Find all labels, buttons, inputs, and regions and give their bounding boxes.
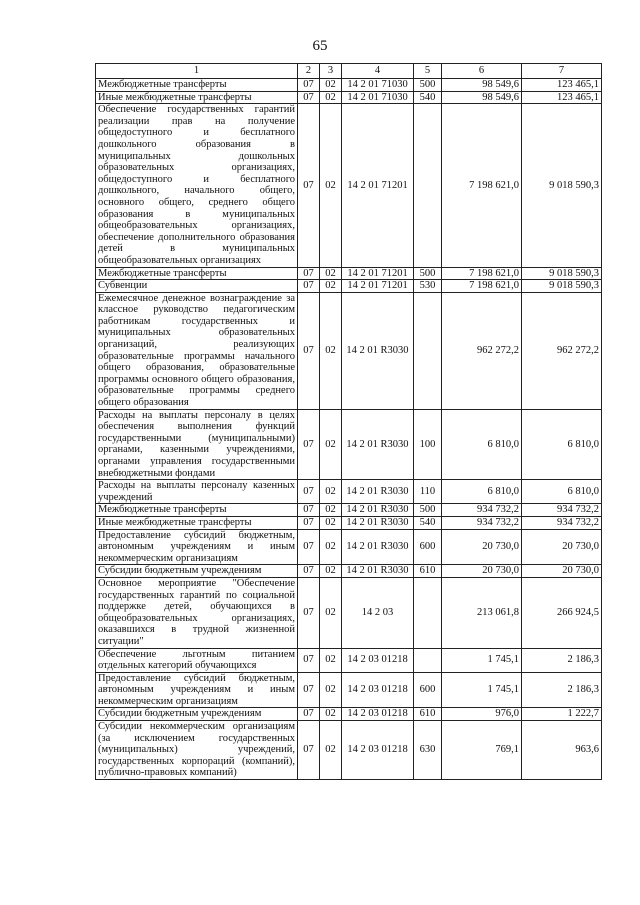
table-row <box>96 648 602 672</box>
cell-pr: 02 <box>320 529 342 565</box>
cell-pr: 02 <box>320 721 342 780</box>
cell-rz: 07 <box>298 79 320 92</box>
table-row <box>96 79 602 92</box>
table-row <box>96 721 602 780</box>
cell-rz: 07 <box>298 529 320 565</box>
cell-sum2: 123 465,1 <box>522 79 602 92</box>
table-row <box>96 480 602 504</box>
cell-pr: 02 <box>320 565 342 578</box>
cell-sum1: 976,0 <box>442 708 522 721</box>
table-row <box>96 280 602 293</box>
cell-pr: 02 <box>320 91 342 104</box>
cell-vr: 610 <box>414 708 442 721</box>
table-row <box>96 267 602 280</box>
cell-rz: 07 <box>298 504 320 517</box>
cell-name: Иные межбюджетные трансферты <box>96 91 298 104</box>
cell-sum2: 20 730,0 <box>522 529 602 565</box>
cell-rz: 07 <box>298 409 320 480</box>
cell-sum1: 962 272,2 <box>442 292 522 409</box>
header-cell: 3 <box>320 64 342 79</box>
cell-sum2: 266 924,5 <box>522 577 602 648</box>
cell-rz: 07 <box>298 672 320 708</box>
cell-vr <box>414 648 442 672</box>
cell-vr: 530 <box>414 280 442 293</box>
cell-name: Расходы на выплаты персоналу казенных учреждений <box>96 480 298 504</box>
cell-name: Иные межбюджетные трансферты <box>96 516 298 529</box>
table-row <box>96 504 602 517</box>
budget-table <box>95 63 602 780</box>
cell-sum2: 9 018 590,3 <box>522 104 602 267</box>
cell-vr <box>414 292 442 409</box>
cell-sum2: 2 186,3 <box>522 672 602 708</box>
table-row <box>96 565 602 578</box>
cell-sum2: 1 222,7 <box>522 708 602 721</box>
cell-sum2: 9 018 590,3 <box>522 280 602 293</box>
cell-csr: 14 2 01 R3030 <box>342 565 414 578</box>
cell-pr: 02 <box>320 577 342 648</box>
cell-sum1: 7 198 621,0 <box>442 267 522 280</box>
table-body <box>96 79 602 780</box>
page-number: 65 <box>312 38 328 54</box>
cell-pr: 02 <box>320 480 342 504</box>
cell-name: Субсидии бюджетным учреждениям <box>96 565 298 578</box>
cell-name: Субсидии бюджетным учреждениям <box>96 708 298 721</box>
cell-csr: 14 2 01 71201 <box>342 267 414 280</box>
cell-vr: 540 <box>414 516 442 529</box>
cell-name: Субвенции <box>96 280 298 293</box>
cell-rz: 07 <box>298 708 320 721</box>
cell-sum1: 7 198 621,0 <box>442 280 522 293</box>
cell-sum2: 9 018 590,3 <box>522 267 602 280</box>
cell-pr: 02 <box>320 79 342 92</box>
table-row <box>96 516 602 529</box>
cell-sum1: 934 732,2 <box>442 516 522 529</box>
table-row <box>96 91 602 104</box>
cell-csr: 14 2 01 R3030 <box>342 480 414 504</box>
cell-pr: 02 <box>320 648 342 672</box>
cell-pr: 02 <box>320 708 342 721</box>
cell-name: Межбюджетные трансферты <box>96 79 298 92</box>
cell-name: Основное мероприятие "Обеспечение государственных гарантий по социальной поддержке детей, обучающихся в общеобразовательных организациях, оказавшихся в трудной жизненной ситуации" <box>96 577 298 648</box>
cell-rz: 07 <box>298 292 320 409</box>
cell-sum1: 20 730,0 <box>442 529 522 565</box>
header-cell: 1 <box>96 64 298 79</box>
cell-name: Предоставление субсидий бюджетным, автономным учреждениям и иным некоммерческим организациям <box>96 672 298 708</box>
header-cell: 5 <box>414 64 442 79</box>
cell-pr: 02 <box>320 672 342 708</box>
cell-sum1: 1 745,1 <box>442 648 522 672</box>
cell-sum1: 98 549,6 <box>442 91 522 104</box>
cell-vr: 610 <box>414 565 442 578</box>
cell-csr: 14 2 01 R3030 <box>342 504 414 517</box>
cell-rz: 07 <box>298 91 320 104</box>
cell-rz: 07 <box>298 577 320 648</box>
cell-rz: 07 <box>298 516 320 529</box>
cell-rz: 07 <box>298 267 320 280</box>
cell-sum1: 6 810,0 <box>442 480 522 504</box>
cell-name: Межбюджетные трансферты <box>96 267 298 280</box>
header-cell: 6 <box>442 64 522 79</box>
cell-csr: 14 2 01 R3030 <box>342 409 414 480</box>
cell-name: Ежемесячное денежное вознаграждение за классное руководство педагогическим работникам государственных и муниципальных образовательных организаций, реализующих образовательные программы начального общего образования, образовательные программы основного общего образования, образовательные программы среднего общего образования <box>96 292 298 409</box>
cell-pr: 02 <box>320 504 342 517</box>
cell-pr: 02 <box>320 516 342 529</box>
cell-name: Предоставление субсидий бюджетным, автономным учреждениям и иным некоммерческим организациям <box>96 529 298 565</box>
header-cell: 2 <box>298 64 320 79</box>
cell-csr: 14 2 01 71030 <box>342 91 414 104</box>
cell-csr: 14 2 03 01218 <box>342 672 414 708</box>
cell-rz: 07 <box>298 480 320 504</box>
cell-vr: 540 <box>414 91 442 104</box>
table-row <box>96 292 602 409</box>
header-cell: 4 <box>342 64 414 79</box>
cell-sum1: 20 730,0 <box>442 565 522 578</box>
header-cell: 7 <box>522 64 602 79</box>
cell-sum2: 123 465,1 <box>522 91 602 104</box>
cell-name: Расходы на выплаты персоналу в целях обеспечения выполнения функций государственными (муниципальными) органами, казенными учреждениями, органами управления государственными внебюджетными фондами <box>96 409 298 480</box>
cell-rz: 07 <box>298 648 320 672</box>
cell-sum1: 98 549,6 <box>442 79 522 92</box>
cell-sum2: 934 732,2 <box>522 504 602 517</box>
table-row <box>96 104 602 267</box>
cell-csr: 14 2 01 71030 <box>342 79 414 92</box>
cell-csr: 14 2 01 71201 <box>342 104 414 267</box>
cell-pr: 02 <box>320 409 342 480</box>
cell-sum2: 6 810,0 <box>522 480 602 504</box>
table-row <box>96 529 602 565</box>
cell-name: Обеспечение государственных гарантий реализации прав на получение общедоступного и бесплатного дошкольного образования в муниципальных дошкольных образовательных организациях, общедоступного и бесплатного дошкольного, начального общего, основного общего, среднего общего образования в муниципальных общеобразовательных организациях, обеспечение дополнительного образования детей в муниципальных общеобразовательных организациях <box>96 104 298 267</box>
cell-csr: 14 2 01 71201 <box>342 280 414 293</box>
cell-vr: 500 <box>414 504 442 517</box>
cell-pr: 02 <box>320 104 342 267</box>
cell-pr: 02 <box>320 267 342 280</box>
cell-sum1: 1 745,1 <box>442 672 522 708</box>
cell-pr: 02 <box>320 292 342 409</box>
cell-csr: 14 2 03 01218 <box>342 708 414 721</box>
cell-csr: 14 2 03 01218 <box>342 648 414 672</box>
cell-vr: 600 <box>414 529 442 565</box>
cell-csr: 14 2 03 <box>342 577 414 648</box>
cell-rz: 07 <box>298 721 320 780</box>
cell-vr <box>414 104 442 267</box>
cell-vr: 100 <box>414 409 442 480</box>
cell-vr: 630 <box>414 721 442 780</box>
cell-sum2: 20 730,0 <box>522 565 602 578</box>
table-row <box>96 708 602 721</box>
cell-vr: 500 <box>414 267 442 280</box>
cell-csr: 14 2 03 01218 <box>342 721 414 780</box>
cell-csr: 14 2 01 R3030 <box>342 529 414 565</box>
cell-csr: 14 2 01 R3030 <box>342 292 414 409</box>
cell-sum2: 6 810,0 <box>522 409 602 480</box>
cell-vr: 600 <box>414 672 442 708</box>
cell-vr <box>414 577 442 648</box>
cell-sum2: 962 272,2 <box>522 292 602 409</box>
table-row <box>96 577 602 648</box>
cell-sum2: 963,6 <box>522 721 602 780</box>
cell-sum2: 934 732,2 <box>522 516 602 529</box>
cell-name: Обеспечение льготным питанием отдельных категорий обучающихся <box>96 648 298 672</box>
cell-sum1: 6 810,0 <box>442 409 522 480</box>
cell-vr: 500 <box>414 79 442 92</box>
cell-vr: 110 <box>414 480 442 504</box>
header-row <box>96 64 602 79</box>
cell-rz: 07 <box>298 280 320 293</box>
cell-rz: 07 <box>298 565 320 578</box>
cell-csr: 14 2 01 R3030 <box>342 516 414 529</box>
cell-name: Субсидии некоммерческим организациям (за исключением государственных (муниципальных) учреждений, государственных корпораций (компаний), публично-правовых компаний) <box>96 721 298 780</box>
cell-name: Межбюджетные трансферты <box>96 504 298 517</box>
cell-sum2: 2 186,3 <box>522 648 602 672</box>
table-row <box>96 409 602 480</box>
cell-sum1: 7 198 621,0 <box>442 104 522 267</box>
cell-sum1: 934 732,2 <box>442 504 522 517</box>
cell-sum1: 769,1 <box>442 721 522 780</box>
cell-pr: 02 <box>320 280 342 293</box>
cell-sum1: 213 061,8 <box>442 577 522 648</box>
table-row <box>96 672 602 708</box>
cell-rz: 07 <box>298 104 320 267</box>
